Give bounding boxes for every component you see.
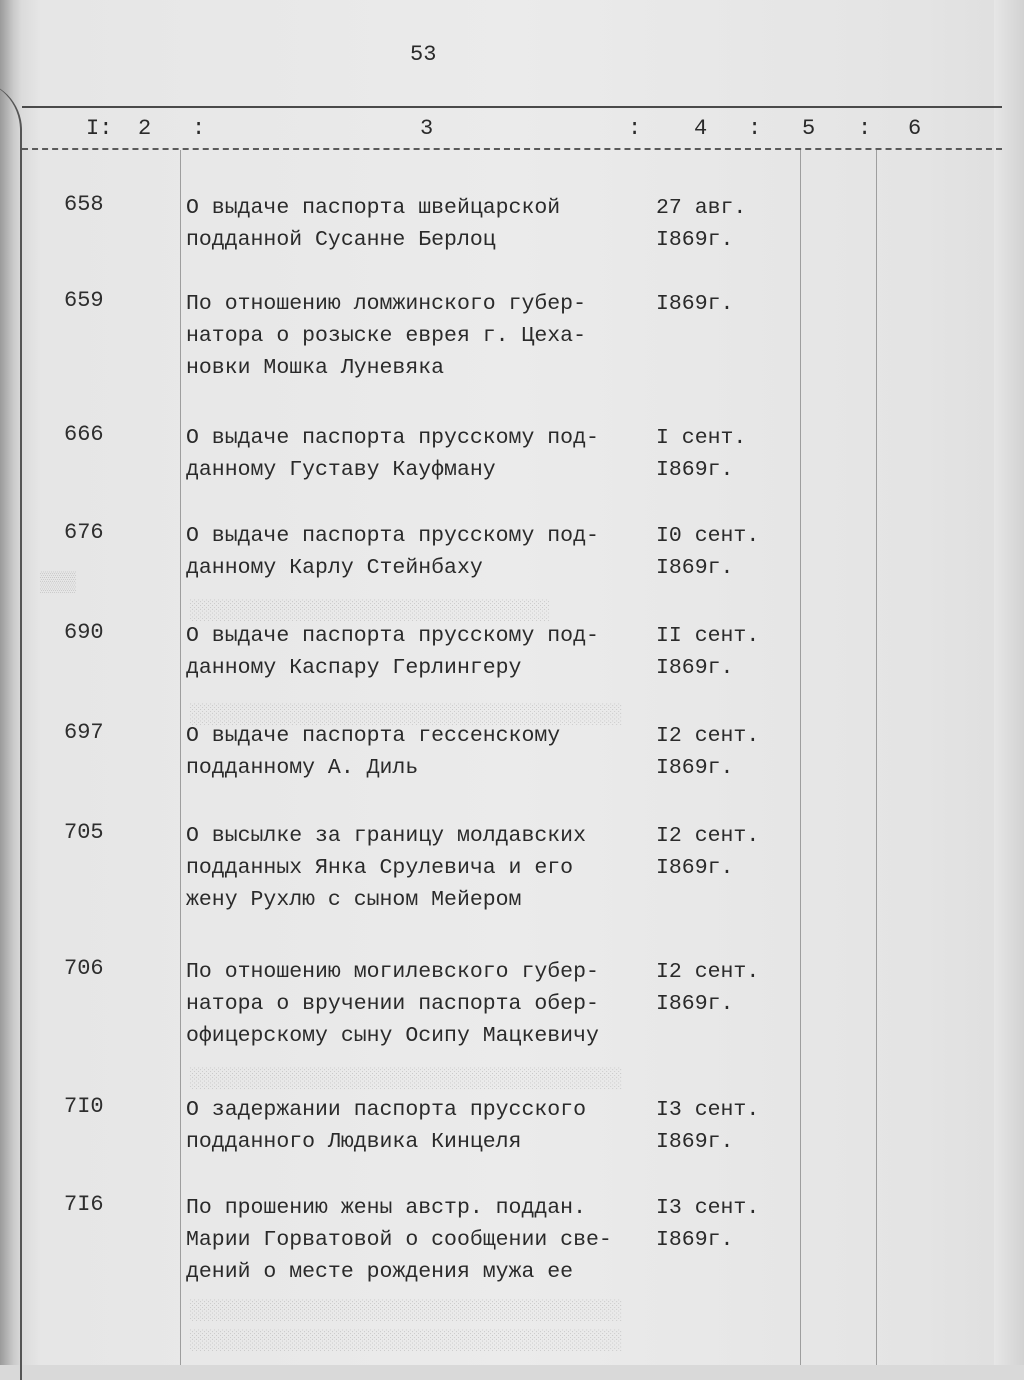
entry-line: натора о розыске еврея г. Цеха-: [186, 324, 586, 348]
entry-number: 7I6: [64, 1192, 104, 1217]
bleed-through: ▒▒▒: [40, 572, 77, 595]
column-separator: :: [628, 116, 642, 141]
entry-number: 705: [64, 820, 104, 845]
bleed-through: ░░░░░░░░░░░░░░░░░░░░░░░░░░░░░░: [190, 600, 551, 623]
entry-title: [186, 192, 646, 256]
entry-line: данному Каспару Герлингеру: [186, 656, 522, 680]
date-line: I869г.: [656, 656, 734, 680]
entry-title: [186, 1094, 646, 1158]
entry-line: О высылке за границу молдавских: [186, 824, 586, 848]
entry-line: натора о вручении паспорта обер-: [186, 992, 599, 1016]
entry-number: 7I0: [64, 1094, 104, 1119]
entry-date: [656, 956, 759, 1020]
date-line: I869г.: [656, 992, 734, 1016]
entry-title: [186, 956, 646, 1052]
column-rule: [876, 150, 877, 1365]
entry-line: По прошению жены австр. поддан.: [186, 1196, 586, 1220]
column-separator: :: [192, 116, 206, 141]
entry-line: О задержании паспорта прусского: [186, 1098, 586, 1122]
entry-title: [186, 520, 646, 584]
entry-line: подданного Людвика Кинцеля: [186, 1130, 522, 1154]
date-line: I869г.: [656, 228, 734, 252]
header-rule: [22, 148, 1002, 150]
column-rule: [180, 150, 181, 1365]
entry-date: [656, 820, 759, 884]
date-line: 27 авг.: [656, 196, 747, 220]
entry-line: жену Рухлю с сыном Мейером: [186, 888, 522, 912]
page-number: 53: [410, 42, 437, 67]
entry-number: 690: [64, 620, 104, 645]
entry-date: [656, 620, 759, 684]
entry-line: новки Мошка Луневяка: [186, 356, 445, 380]
entry-title: [186, 620, 646, 684]
entry-line: подданных Янка Срулевича и его: [186, 856, 574, 880]
entry-date: [656, 192, 746, 256]
entry-date: [656, 520, 759, 584]
column-header-5: 5: [802, 116, 816, 141]
column-header-6: 6: [908, 116, 922, 141]
entry-line: подданной Сусанне Берлоц: [186, 228, 496, 252]
date-line: I сент.: [656, 426, 747, 450]
entry-line: офицерскому сыну Осипу Мацкевичу: [186, 1024, 599, 1048]
date-line: I869г.: [656, 1130, 734, 1154]
entry-date: [656, 422, 746, 486]
entry-line: подданному А. Диль: [186, 756, 419, 780]
column-header-2: 2: [138, 116, 152, 141]
entry-line: О выдаче паспорта гессенскому: [186, 724, 561, 748]
column-header-1: I:: [86, 116, 113, 141]
entry-line: О выдаче паспорта прусскому под-: [186, 624, 599, 648]
bleed-through: ░░░░░░░░░░░░░░░░░░░░░░░░░░░░░░░░░░░░: [190, 704, 623, 727]
entry-number: 658: [64, 192, 104, 217]
entry-date: [656, 288, 733, 320]
entry-number: 676: [64, 520, 104, 545]
entry-date: [656, 1192, 759, 1256]
date-line: I2 сент.: [656, 724, 760, 748]
date-line: I869г.: [656, 556, 734, 580]
entry-number: 666: [64, 422, 104, 447]
date-line: I3 сент.: [656, 1196, 760, 1220]
page-edge-right: [994, 0, 1024, 1365]
entry-line: данному Карлу Стейнбаху: [186, 556, 483, 580]
bleed-through: ░░░░░░░░░░░░░░░░░░░░░░░░░░░░░░░░░░░░: [190, 1068, 623, 1091]
column-separator: :: [858, 116, 872, 141]
column-separator: :: [748, 116, 762, 141]
entry-line: По отношению ломжинского губер-: [186, 292, 586, 316]
date-line: I0 сент.: [656, 524, 760, 548]
date-line: I2 сент.: [656, 960, 760, 984]
entry-line: данному Густаву Кауфману: [186, 458, 496, 482]
date-line: I869г.: [656, 1228, 734, 1252]
entry-line: Марии Горватовой о сообщении све-: [186, 1228, 612, 1252]
entry-title: [186, 820, 646, 916]
entry-number: 697: [64, 720, 104, 745]
date-line: I869г.: [656, 756, 734, 780]
column-rule: [800, 150, 801, 1365]
entry-line: О выдаче паспорта прусскому под-: [186, 426, 599, 450]
column-header-3: 3: [420, 116, 434, 141]
column-header-4: 4: [694, 116, 708, 141]
entry-title: [186, 1192, 646, 1288]
page-curl: [0, 80, 22, 1380]
entry-title: [186, 422, 646, 486]
date-line: I869г.: [656, 292, 734, 316]
date-line: I2 сент.: [656, 824, 760, 848]
entry-number: 659: [64, 288, 104, 313]
entry-line: дений о месте рождения мужа ее: [186, 1260, 574, 1284]
bleed-through: ░░░░░░░░░░░░░░░░░░░░░░░░░░░░░░░░░░░░: [190, 1330, 623, 1353]
bleed-through: ░░░░░░░░░░░░░░░░░░░░░░░░░░░░░░░░░░░░: [190, 1300, 623, 1323]
date-line: II сент.: [656, 624, 760, 648]
date-line: I3 сент.: [656, 1098, 760, 1122]
entry-date: [656, 720, 759, 784]
entry-date: [656, 1094, 759, 1158]
entry-title: [186, 720, 646, 784]
header-rule: [22, 106, 1002, 108]
entry-line: О выдаче паспорта прусскому под-: [186, 524, 599, 548]
entry-line: О выдаче паспорта швейцарской: [186, 196, 561, 220]
entry-line: По отношению могилевского губер-: [186, 960, 599, 984]
entry-number: 706: [64, 956, 104, 981]
entry-title: [186, 288, 646, 384]
date-line: I869г.: [656, 856, 734, 880]
date-line: I869г.: [656, 458, 734, 482]
